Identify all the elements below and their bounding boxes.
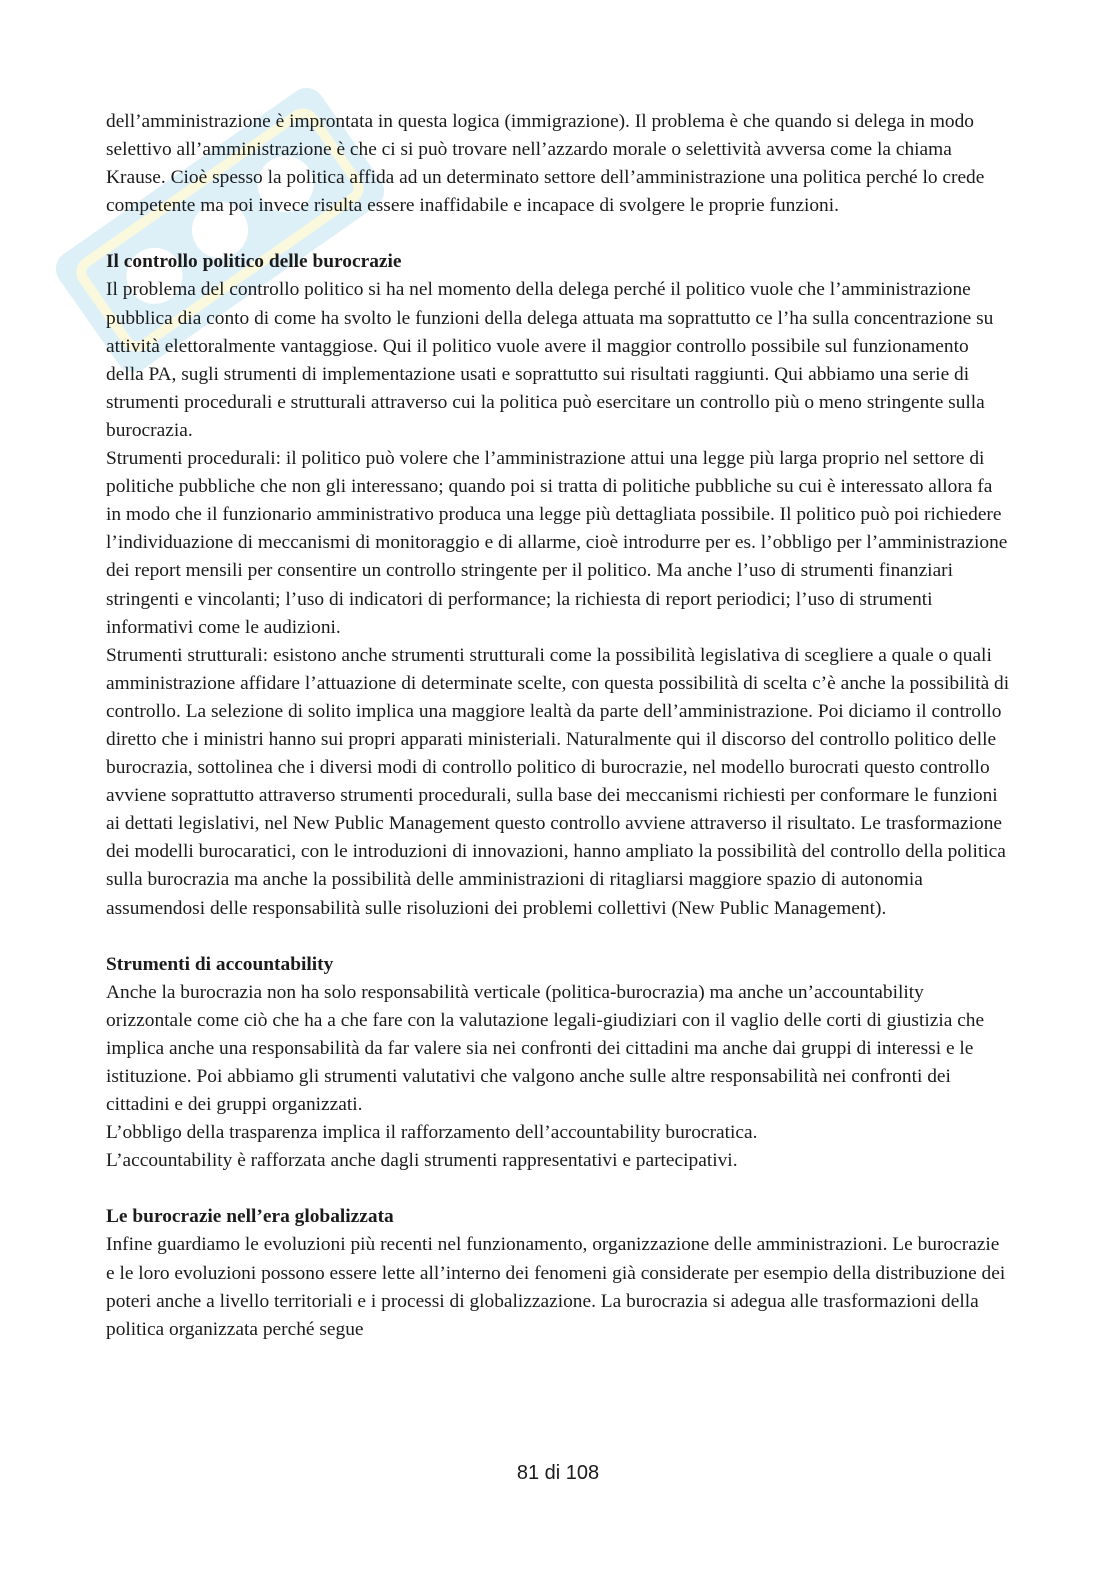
- intro-paragraph: dell’amministrazione è improntata in questa logica (immigrazione). Il problema è che quando si delega in modo selettivo all’amministrazione è che ci si può trovare nell’azzardo morale o selettività avversa come la chiama Krause. Cioè spesso la politica affida ad un determinato settore dell’amministrazione una politica perché lo crede competente ma poi invece risulta essere inaffidabile e incapace di svolgere le proprie funzioni.: [106, 111, 985, 217]
- section-paragraph: Infine guardiamo le evoluzioni più recenti nel funzionamento, organizzazione delle amministrazioni. Le burocrazie e le loro evoluzioni possono essere lette all’interno dei fenomeni già considerate per esempio della distribuzione dei poteri anche a livello territoriali e i processi di globalizzazione. La burocrazia si adegua alle trasformazioni della politica organizzata perché segue: [106, 1234, 1006, 1340]
- section-paragraph: Strumenti procedurali: il politico può volere che l’amministrazione attui una legge più larga proprio nel settore di politiche pubbliche che non gli interessano; quando poi si tratta di politiche pubbliche su cui è interessato allora fa in modo che il funzionario amministrativo produca una legge più dettagliata possibile. Il politico può poi richiedere l’individuazione di meccanismi di monitoraggio e di allarme, cioè introdurre per es. l’obbligo per l’amministrazione dei report mensili per consentire un controllo stringente per il politico. Ma anche l’uso di strumenti finanziari stringenti e vincolanti; l’uso di indicatori di performance; la richiesta di report periodici; l’uso di strumenti informativi come le audizioni.: [106, 448, 1008, 638]
- document-body: [106, 108, 1011, 1344]
- section-paragraph: L’obbligo della trasparenza implica il rafforzamento dell’accountability burocratica.: [106, 1122, 758, 1144]
- page-number: 81 di 108: [516, 1462, 600, 1484]
- section-paragraph: Strumenti strutturali: esistono anche strumenti strutturali come la possibilità legislativa di scegliere a quale o quali amministrazione affidare l’attuazione di determinate scelte, con questa possibilità di scelta c’è anche la possibilità di controllo. La selezione di solito implica una maggiore lealtà da parte dell’amministrazione. Poi diciamo il controllo diretto che i ministri hanno sui propri apparati ministeriali. Naturalmente qui il discorso del controllo politico delle burocrazia, sottolinea che i diversi modi di controllo politico di burocrazie, nel modello burocrati questo controllo avviene soprattutto attraverso strumenti procedurali, sulla base dei meccanismi richiesti per conformare le funzioni ai dettati legislativi, nel New Public Management questo controllo avviene attraverso il risultato. Le trasformazione dei modelli burocaratici, con le introduzioni di innovazioni, hanno ampliato la possibilità del controllo della politica sulla burocrazia ma anche la possibilità delle amministrazioni di ritagliarsi maggiore spazio di autonomia assumendosi delle responsabilità sulle risoluzioni dei problemi collettivi (New Public Management).: [106, 644, 1010, 919]
- section-paragraph: Il problema del controllo politico si ha nel momento della delega perché il politico vuole che l’amministrazione pubblica dia conto di come ha svolto le funzioni della delega attuata ma soprattutto ce l’ha sulla concentrazione su attività elettoralmente vantaggiose. Qui il politico vuole avere il maggior controllo possibile sul funzionamento della PA, sugli strumenti di implementazione usati e soprattutto sui risultati raggiunti. Qui abbiamo una serie di strumenti procedurali e strutturali attraverso cui la politica può esercitare un controllo più o meno stringente sulla burocrazia.: [106, 279, 994, 441]
- section-heading-controllo: Il controllo politico delle burocrazie: [106, 251, 402, 273]
- section-heading-globalizzata: Le burocrazie nell’era globalizzata: [106, 1206, 394, 1228]
- section-heading-accountability: Strumenti di accountability: [106, 953, 334, 975]
- section-paragraph: Anche la burocrazia non ha solo responsabilità verticale (politica-burocrazia) ma anche un’accountability orizzontale come ciò che ha a che fare con la valutazione legali-giudiziari con il vaglio delle corti di giustizia che implica anche una responsabilità da far valere sia nei confronti dei cittadini ma anche dai gruppi di interessi e le istituzione. Poi abbiamo gli strumenti valutativi che valgono anche sulle altre responsabilità nei confronti dei cittadini e dei gruppi organizzati.: [106, 981, 985, 1116]
- section-paragraph: L’accountability è rafforzata anche dagli strumenti rappresentativi e partecipativi.: [106, 1150, 738, 1172]
